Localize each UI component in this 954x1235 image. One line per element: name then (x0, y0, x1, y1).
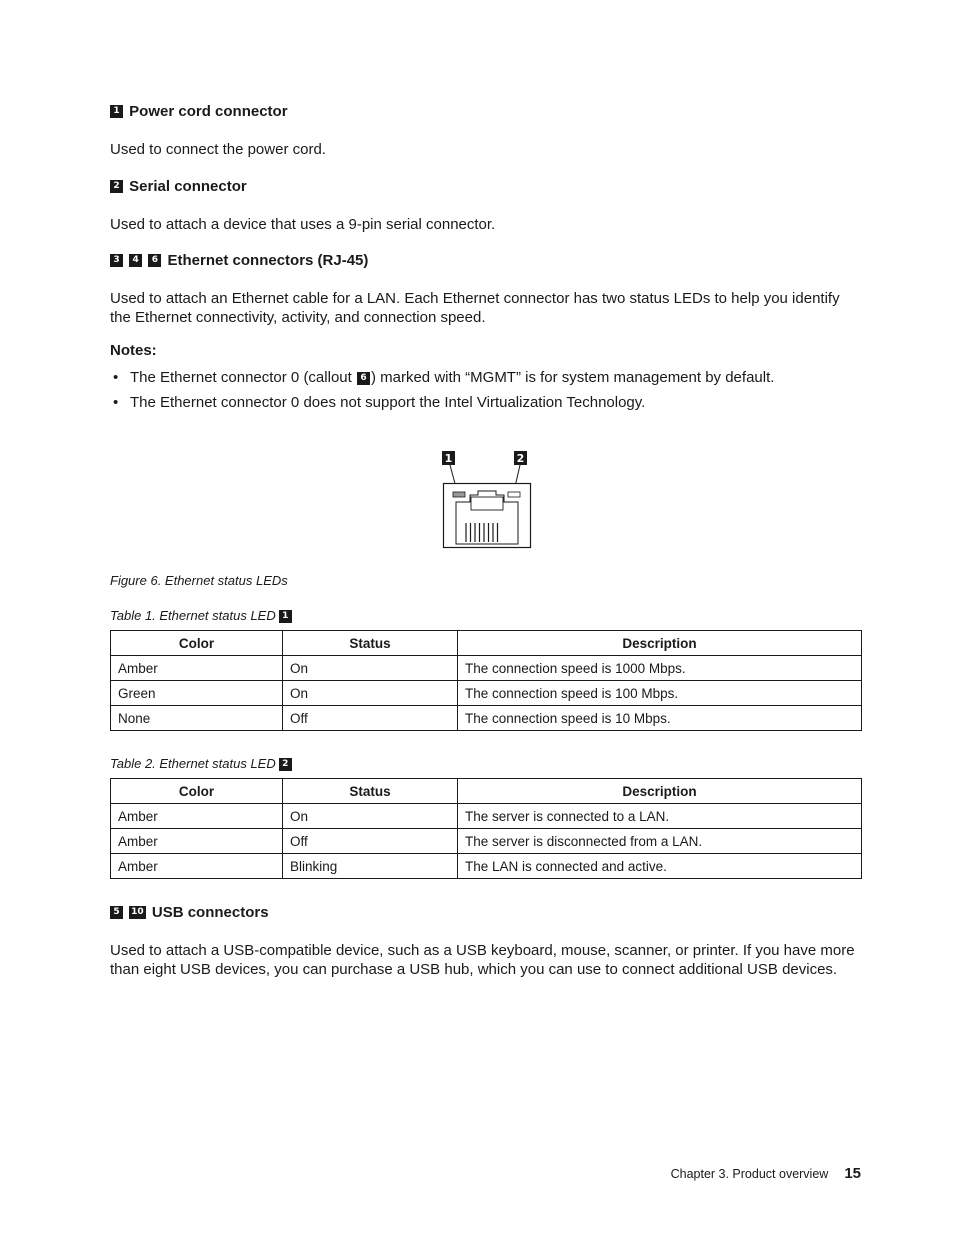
callout-badge: 6 (148, 254, 161, 267)
table-header-row (111, 779, 862, 804)
column-header: Description (458, 631, 862, 656)
callout-badge: 2 (110, 180, 123, 193)
callout-badge: 1 (110, 105, 123, 118)
figure-callout-2: 2 (516, 452, 525, 465)
note-item (110, 368, 855, 387)
table-row (111, 706, 862, 731)
callout-badge: 2 (279, 758, 292, 771)
table-cell: On (283, 681, 458, 706)
table-cell: The connection speed is 100 Mbps. (458, 681, 862, 706)
section-heading-ethernet (110, 252, 368, 270)
callout-badge: 1 (279, 610, 292, 623)
ethernet-led-figure (440, 450, 535, 550)
table-row (111, 804, 862, 829)
port-latch (471, 497, 503, 510)
column-header: Color (111, 631, 283, 656)
table-cell: On (283, 656, 458, 681)
table-cell: Amber (111, 804, 283, 829)
table-cell: The server is disconnected from a LAN. (458, 829, 862, 854)
page-number: 15 (844, 1165, 861, 1182)
section-heading-serial (110, 178, 247, 196)
table-row (111, 829, 862, 854)
table-cell: Amber (111, 656, 283, 681)
ethernet-led1-table (110, 630, 862, 731)
figure-caption: Figure 6. Ethernet status LEDs (110, 573, 288, 588)
table-row (111, 854, 862, 879)
table-cell: Amber (111, 854, 283, 879)
table-cell: The connection speed is 1000 Mbps. (458, 656, 862, 681)
column-header: Status (283, 631, 458, 656)
table2-caption (110, 756, 294, 772)
rj45-port-diagram (440, 450, 535, 550)
note-text: The Ethernet connector 0 (callout (130, 369, 356, 386)
section-body-serial: Used to attach a device that uses a 9-pin serial connector. (110, 216, 496, 233)
table-cell: The connection speed is 10 Mbps. (458, 706, 862, 731)
page-footer (671, 1165, 861, 1183)
chapter-title: Chapter 3. Product overview (670, 1167, 829, 1181)
led-right (508, 492, 520, 497)
led-left (453, 492, 465, 497)
ethernet-led2-table (110, 778, 862, 879)
caption-text: Table 2. Ethernet status LED (110, 756, 276, 771)
table-cell: The LAN is connected and active. (458, 854, 862, 879)
table-row (111, 681, 862, 706)
table-cell: Blinking (283, 854, 458, 879)
table-cell: On (283, 804, 458, 829)
note-item (110, 393, 855, 412)
callout-badge: 5 (110, 906, 123, 919)
note-text: The Ethernet connector 0 does not support the Intel Virtualization Technology. (130, 394, 646, 411)
callout-badge: 4 (129, 254, 142, 267)
table-cell: The server is connected to a LAN. (458, 804, 862, 829)
table-cell: Green (111, 681, 283, 706)
callout-badge: 3 (110, 254, 123, 267)
heading-text: Ethernet connectors (RJ-45) (167, 252, 369, 269)
callout-badge: 10 (131, 906, 144, 917)
heading-text: USB connectors (151, 904, 269, 921)
table-header-row (111, 631, 862, 656)
notes-label: Notes: (110, 342, 157, 359)
table-cell: Off (283, 829, 458, 854)
section-heading-usb (110, 904, 269, 922)
section-body-usb: Used to attach a USB-compatible device, such as a USB keyboard, mouse, scanner, or printer. If you have more than eight USB devices, you can purchase a USB hub, which you can use to connect additional USB devices. (110, 942, 855, 978)
heading-text: Power cord connector (129, 103, 288, 120)
note-text: ) marked with “MGMT” is for system management by default. (370, 369, 775, 386)
figure-callout-1: 1 (444, 452, 453, 465)
table-cell: None (111, 706, 283, 731)
column-header: Status (283, 779, 458, 804)
column-header: Description (458, 779, 862, 804)
column-header: Color (111, 779, 283, 804)
callout-badge: 6 (357, 372, 370, 385)
section-body-power: Used to connect the power cord. (110, 141, 326, 158)
section-heading-power (110, 103, 288, 121)
table-cell: Amber (111, 829, 283, 854)
table1-caption (110, 608, 294, 624)
table-row (111, 656, 862, 681)
heading-text: Serial connector (129, 178, 247, 195)
section-body-ethernet: Used to attach an Ethernet cable for a LAN. Each Ethernet connector has two status LEDs to help you identify the Ethernet connectivity, activity, and connection speed. (110, 290, 840, 326)
caption-text: Table 1. Ethernet status LED (110, 608, 276, 623)
notes-list (110, 368, 855, 418)
table-cell: Off (283, 706, 458, 731)
